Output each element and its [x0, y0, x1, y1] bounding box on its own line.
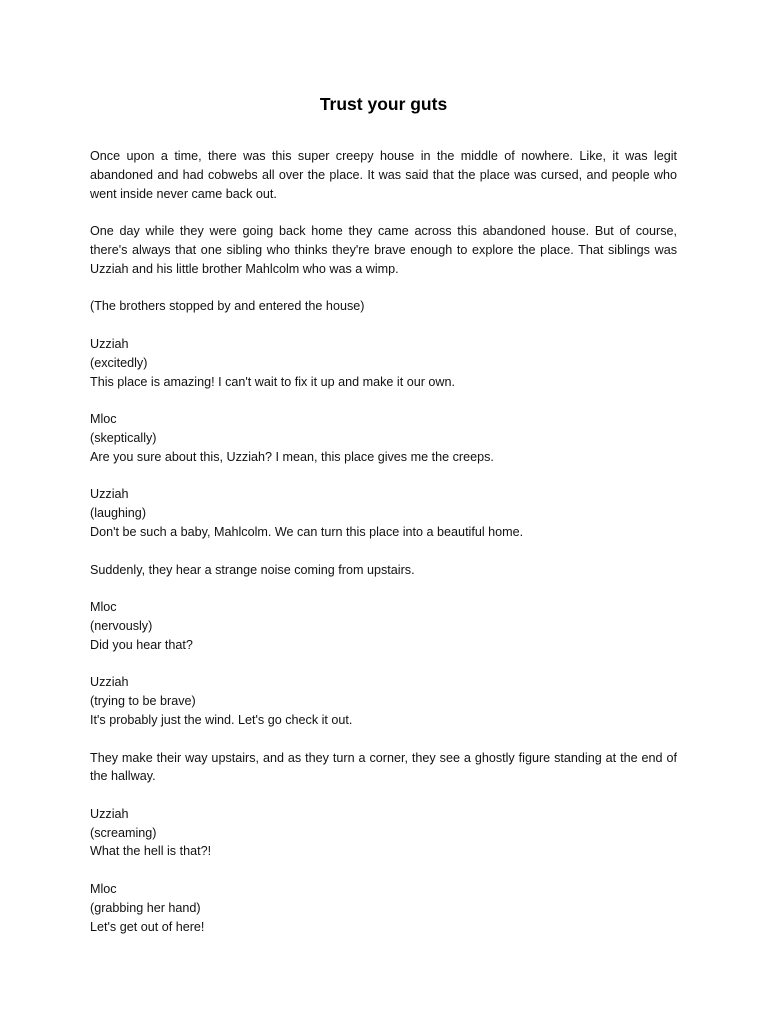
dialogue-line: It's probably just the wind. Let's go check it out. [90, 712, 353, 727]
parenthetical: (nervously) [90, 618, 153, 633]
dialogue-line: Don't be such a baby, Mahlcolm. We can turn this place into a beautiful home. [90, 524, 524, 539]
narration-paragraph-4: They make their way upstairs, and as they turn a corner, they see a ghostly figure standing at the end of the hallway. [90, 750, 677, 784]
dialogue-line: Are you sure about this, Uzziah? I mean, this place gives me the creeps. [90, 449, 494, 464]
dialogue-line: Let's get out of here! [90, 919, 205, 934]
dialogue-block-1 [90, 335, 677, 391]
parenthetical: (trying to be brave) [90, 694, 196, 709]
stage-direction-paragraph: (The brothers stopped by and entered the house) [90, 299, 365, 314]
speaker-name: Mloc [90, 882, 117, 897]
document-page [90, 92, 677, 955]
speaker-name: Uzziah [90, 675, 129, 690]
narration-paragraph-2: One day while they were going back home they came across this abandoned house. But of course, there's always that one sibling who thinks they're brave enough to explore the place. That siblings was Uzziah and his little brother Mahlcolm who was a wimp. [90, 224, 677, 276]
parenthetical: (screaming) [90, 825, 157, 840]
dialogue-block-2 [90, 410, 677, 466]
parenthetical: (skeptically) [90, 430, 157, 445]
dialogue-block-7 [90, 880, 677, 936]
speaker-name: Mloc [90, 600, 117, 615]
dialogue-line: Did you hear that? [90, 637, 193, 652]
speaker-name: Uzziah [90, 336, 129, 351]
parenthetical: (grabbing her hand) [90, 900, 201, 915]
speaker-name: Uzziah [90, 806, 129, 821]
narration-paragraph-1: Once upon a time, there was this super creepy house in the middle of nowhere. Like, it was legit abandoned and had cobwebs all over the place. It was said that the place was cursed, and people who went inside never came back out. [90, 149, 677, 201]
parenthetical: (excitedly) [90, 355, 148, 370]
speaker-name: Mloc [90, 412, 117, 427]
document-title: Trust your guts [319, 94, 448, 114]
dialogue-block-6 [90, 805, 677, 861]
dialogue-block-3 [90, 485, 677, 541]
narration-paragraph-3: Suddenly, they hear a strange noise coming from upstairs. [90, 562, 415, 577]
speaker-name: Uzziah [90, 487, 129, 502]
dialogue-line: This place is amazing! I can't wait to fix it up and make it our own. [90, 374, 455, 389]
dialogue-line: What the hell is that?! [90, 844, 212, 859]
dialogue-block-4 [90, 598, 677, 654]
dialogue-block-5 [90, 673, 677, 729]
parenthetical: (laughing) [90, 506, 147, 521]
